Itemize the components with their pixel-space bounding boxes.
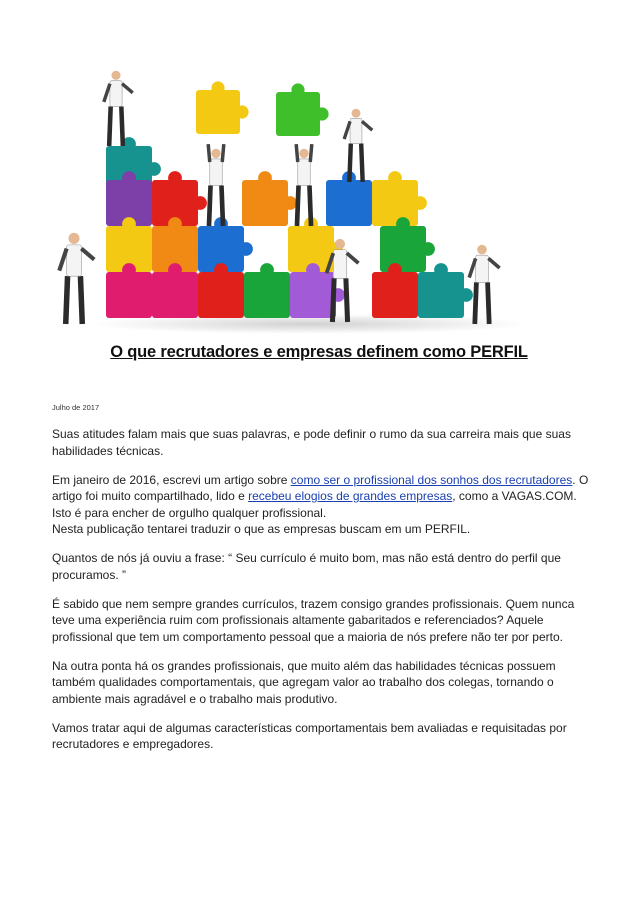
paragraph-2-line-2: Nesta publicação tentarei traduzir o que as empresas buscam em um PERFIL. xyxy=(52,522,471,536)
puzzle-piece-icon xyxy=(196,81,249,134)
page-title: O que recrutadores e empresas definem como PERFIL xyxy=(110,343,528,361)
puzzle-piece-icon xyxy=(242,171,297,226)
paragraph-6: Vamos tratar aqui de algumas características comportamentais bem avaliadas e requisitadas por recrutadores e empregadores. xyxy=(52,720,567,751)
paragraph-2-text-a: Em janeiro de 2016, escrevi um artigo sobre xyxy=(52,472,291,487)
person-figure-icon xyxy=(296,144,312,226)
paragraph-1: Suas atitudes falam mais que suas palavras, e pode definir o rumo da sua carreira mais que suas habilidades técnicas. xyxy=(52,427,571,458)
puzzle-team-illustration-icon xyxy=(50,62,570,334)
puzzle-piece-icon xyxy=(152,171,207,226)
person-figure-icon xyxy=(59,233,94,324)
paragraph-5: Na outra ponta há os grandes profissionais, que muito além das habilidades técnicas possuem também qualidades comportamentais, que agregam valor ao trabalho dos colegas, tornando o ambiente mais agradável e o trabalho mais produtivo. xyxy=(52,658,556,706)
puzzle-piece-icon xyxy=(372,171,427,226)
link-elogios-grandes-empresas[interactable]: recebeu elogios de grandes empresas xyxy=(248,489,453,503)
paragraph-2-text-c: , como a VAGAS.COM. Isto é para encher de orgulho qualquer profissional. xyxy=(52,489,577,520)
puzzle-pieces xyxy=(106,81,473,318)
person-figure-icon xyxy=(208,144,224,226)
paragraph-2 xyxy=(52,472,592,538)
paragraph-3: Quantos de nós já ouviu a frase: “ Seu currículo é muito bom, mas não está dentro do perfil que procuramos. ” xyxy=(52,551,561,582)
paragraph-2-text-b: . O artigo foi muito compartilhado, lido e xyxy=(52,472,589,503)
link-profissional-dos-sonhos[interactable]: como ser o profissional dos sonhos dos recrutadores xyxy=(290,472,573,487)
person-figure-icon xyxy=(469,245,499,324)
person-figure-icon xyxy=(104,71,133,146)
person-figure-icon xyxy=(344,109,372,182)
paragraph-4: É sabido que nem sempre grandes currículos, trazem consigo grandes profissionais. Quem nunca teve uma experiência ruim com profissionais altamente gabaritados e referenciados? Aquele profissional que tem um comportamento pessoal que a maioria de nós prefere não ter por perto. xyxy=(52,596,575,644)
publish-date: Julho de 2017 xyxy=(52,403,100,412)
article-body xyxy=(52,426,592,765)
puzzle-piece-icon xyxy=(418,263,473,318)
puzzle-piece-icon xyxy=(276,83,329,136)
